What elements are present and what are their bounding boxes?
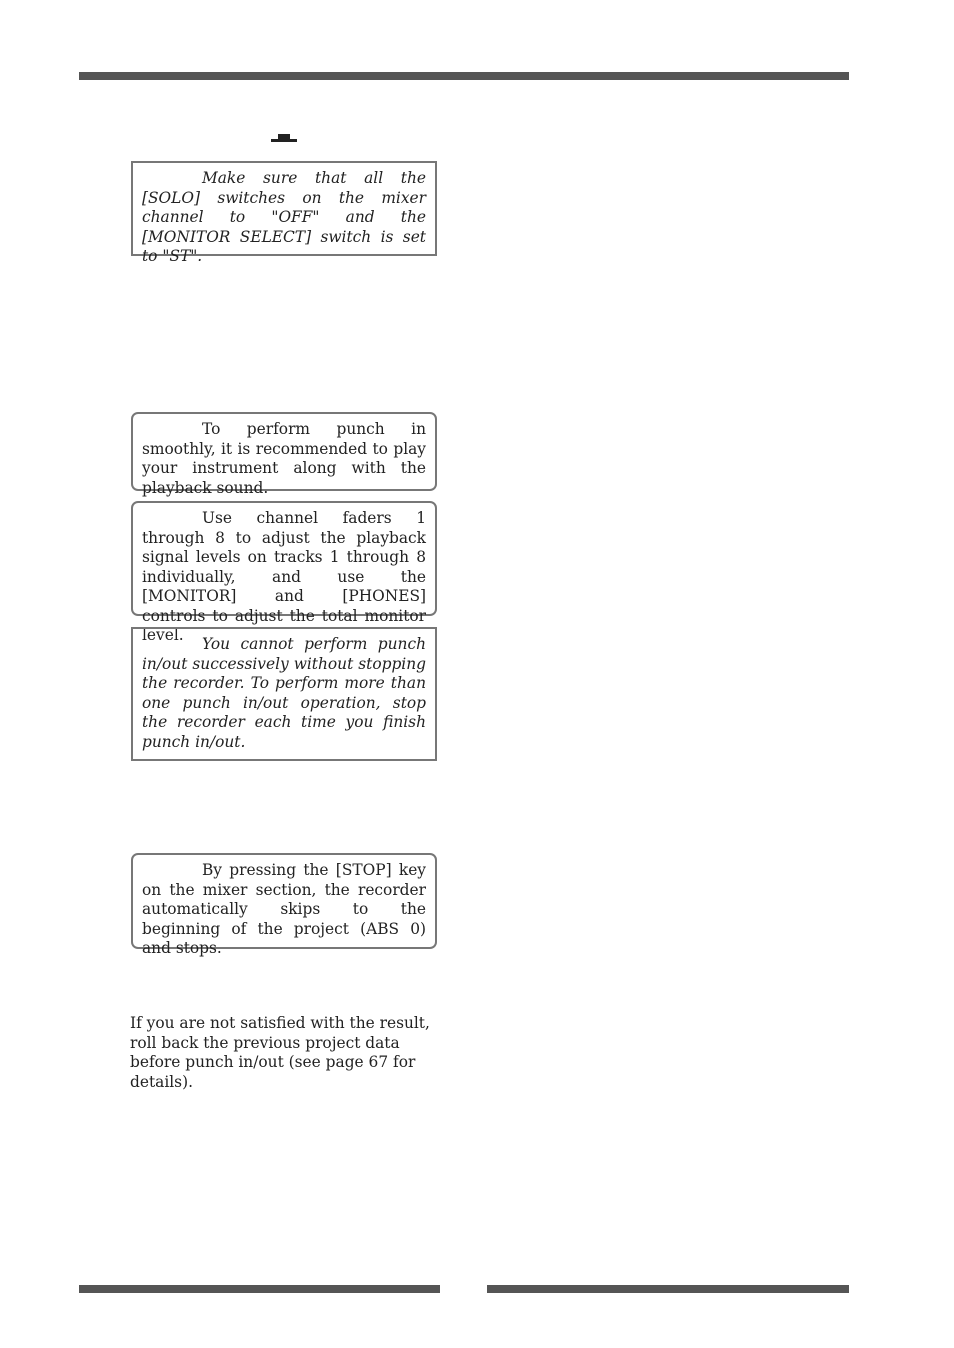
note-solo-monitor (131, 161, 437, 265)
bottom-rule-right (487, 1285, 849, 1293)
note-stop-key-text: By pressing the [STOP] key on the mixer section, the recorder automatically skips to the beginning of the project (ABS 0) and stops. (142, 861, 426, 957)
top-rule (79, 72, 849, 80)
note-successive-punch (131, 627, 437, 761)
note-successive-punch-text: You cannot perform punch in/out successively without stopping the recorder. To perform more than one punch in/out operation, stop the recorder each time you finish punch in/out. (142, 635, 426, 751)
note-stop-key (131, 853, 437, 957)
note-punch-smoothly-text: To perform punch in smoothly, it is recommended to play your instrument along with the playback sound. (142, 420, 426, 497)
note-channel-faders (131, 501, 437, 644)
note-channel-faders-text: Use channel faders 1 through 8 to adjust the playback signal levels on tracks 1 through 8 individually, and use the [MONITOR] and [PHONES] controls to adjust the total monitor level. (142, 509, 426, 644)
note-solo-monitor-text: Make sure that all the [SOLO] switches on the mixer channel to "OFF" and the [MONITOR SELECT] switch is set to "ST". (142, 169, 426, 265)
record-marker-icon (271, 134, 297, 142)
rollback-paragraph: If you are not satisfied with the result, roll back the previous project data before punch in/out (see page 67 for details). (130, 1014, 430, 1091)
bottom-rule-left (79, 1285, 440, 1293)
note-punch-smoothly (131, 412, 437, 497)
